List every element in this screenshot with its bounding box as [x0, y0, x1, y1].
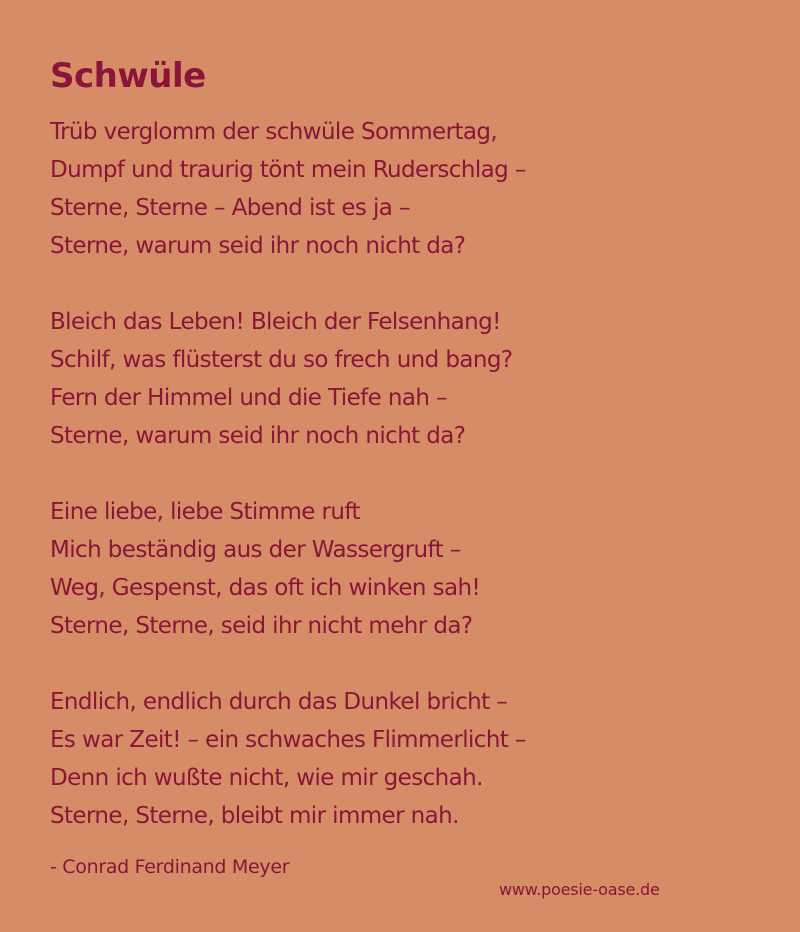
- poem-line: Dumpf und traurig tönt mein Ruderschlag –: [50, 157, 526, 183]
- poem-title: Schwüle: [50, 56, 206, 96]
- poem-line: Schilf, was flüsterst du so frech und bang?: [50, 347, 513, 373]
- poem-line: Sterne, Sterne, bleibt mir immer nah.: [50, 803, 459, 829]
- poem-line: Endlich, endlich durch das Dunkel bricht –: [50, 689, 508, 715]
- poem-line: Sterne, warum seid ihr noch nicht da?: [50, 233, 466, 259]
- poem-line: Fern der Himmel und die Tiefe nah –: [50, 385, 447, 411]
- poem-line: Sterne, warum seid ihr noch nicht da?: [50, 423, 466, 449]
- stanza-4: [50, 683, 770, 835]
- poem-line: Mich beständig aus der Wassergruft –: [50, 537, 461, 563]
- website-link[interactable]: www.poesie-oase.de: [499, 880, 660, 899]
- poem-line: Denn ich wußte nicht, wie mir geschah.: [50, 765, 483, 791]
- stanza-3: [50, 493, 770, 645]
- poem-line: Bleich das Leben! Bleich der Felsenhang!: [50, 309, 501, 335]
- poem-line: Sterne, Sterne – Abend ist es ja –: [50, 195, 410, 221]
- poem-line: Trüb verglomm der schwüle Sommertag,: [50, 119, 498, 145]
- poem-body: [50, 113, 770, 873]
- poem-author: - Conrad Ferdinand Meyer: [50, 856, 290, 878]
- poem-line: Es war Zeit! – ein schwaches Flimmerlicht –: [50, 727, 526, 753]
- poem-line: Weg, Gespenst, das oft ich winken sah!: [50, 575, 481, 601]
- poem-line: Sterne, Sterne, seid ihr nicht mehr da?: [50, 613, 473, 639]
- poem-line: Eine liebe, liebe Stimme ruft: [50, 499, 360, 525]
- stanza-1: [50, 113, 770, 265]
- stanza-2: [50, 303, 770, 455]
